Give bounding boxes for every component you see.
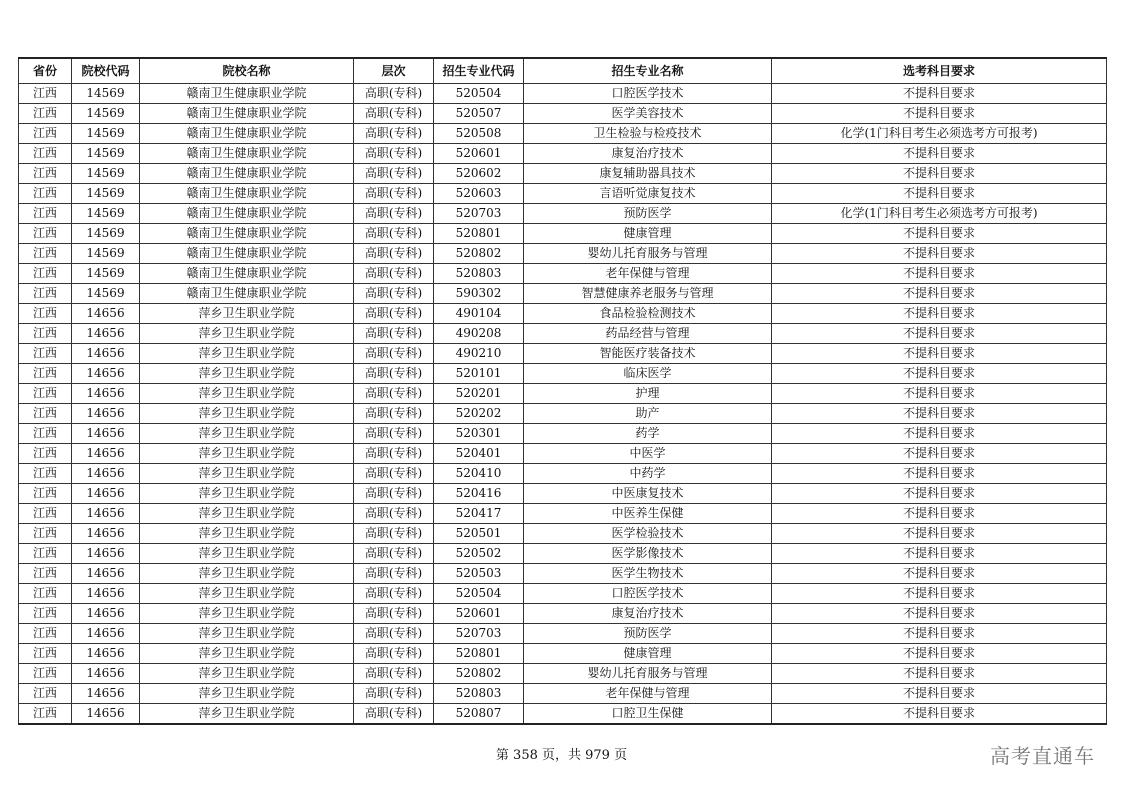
cell-province: 江西 [19,684,72,704]
table-row [19,424,1107,444]
cell-province: 江西 [19,404,72,424]
cell-province: 江西 [19,304,72,324]
cell-major-code: 590302 [434,284,524,304]
cell-province: 江西 [19,344,72,364]
header-subject-requirement: 选考科目要求 [772,58,1107,84]
table-row [19,344,1107,364]
cell-major-name: 预防医学 [524,204,772,224]
cell-major-name: 中医康复技术 [524,484,772,504]
cell-school-name: 萍乡卫生职业学院 [140,484,354,504]
cell-province: 江西 [19,504,72,524]
cell-level: 高职(专科) [354,464,434,484]
cell-level: 高职(专科) [354,144,434,164]
cell-subject-requirement: 不提科目要求 [772,564,1107,584]
cell-major-code: 490210 [434,344,524,364]
cell-school-name: 赣南卫生健康职业学院 [140,144,354,164]
cell-major-code: 520802 [434,244,524,264]
cell-level: 高职(专科) [354,244,434,264]
cell-school-name: 萍乡卫生职业学院 [140,424,354,444]
cell-subject-requirement: 化学(1门科目考生必须选考方可报考) [772,124,1107,144]
cell-school-name: 赣南卫生健康职业学院 [140,164,354,184]
cell-school-code: 14569 [72,104,140,124]
cell-school-name: 萍乡卫生职业学院 [140,684,354,704]
cell-school-name: 萍乡卫生职业学院 [140,384,354,404]
cell-level: 高职(专科) [354,424,434,444]
cell-school-name: 萍乡卫生职业学院 [140,324,354,344]
cell-major-name: 老年保健与管理 [524,264,772,284]
cell-level: 高职(专科) [354,284,434,304]
cell-school-name: 萍乡卫生职业学院 [140,644,354,664]
table-body [19,84,1107,725]
cell-major-code: 520504 [434,584,524,604]
cell-major-name: 健康管理 [524,224,772,244]
cell-subject-requirement: 不提科目要求 [772,664,1107,684]
cell-school-code: 14656 [72,504,140,524]
cell-level: 高职(专科) [354,344,434,364]
cell-province: 江西 [19,644,72,664]
cell-school-code: 14569 [72,264,140,284]
cell-major-code: 520601 [434,144,524,164]
cell-major-code: 520301 [434,424,524,444]
cell-province: 江西 [19,104,72,124]
cell-major-name: 医学生物技术 [524,564,772,584]
cell-province: 江西 [19,444,72,464]
cell-school-code: 14656 [72,404,140,424]
cell-major-code: 520803 [434,684,524,704]
cell-major-code: 520801 [434,224,524,244]
cell-subject-requirement: 不提科目要求 [772,264,1107,284]
cell-subject-requirement: 不提科目要求 [772,364,1107,384]
cell-level: 高职(专科) [354,384,434,404]
cell-level: 高职(专科) [354,84,434,104]
cell-subject-requirement: 不提科目要求 [772,464,1107,484]
cell-school-name: 赣南卫生健康职业学院 [140,84,354,104]
cell-major-name: 中医学 [524,444,772,464]
cell-major-code: 520410 [434,464,524,484]
cell-school-name: 赣南卫生健康职业学院 [140,244,354,264]
cell-province: 江西 [19,144,72,164]
cell-school-code: 14656 [72,444,140,464]
cell-province: 江西 [19,484,72,504]
cell-school-name: 赣南卫生健康职业学院 [140,284,354,304]
table-row [19,484,1107,504]
cell-subject-requirement: 不提科目要求 [772,144,1107,164]
cell-province: 江西 [19,244,72,264]
cell-province: 江西 [19,424,72,444]
cell-level: 高职(专科) [354,604,434,624]
cell-subject-requirement: 不提科目要求 [772,284,1107,304]
table-header-row [19,58,1107,84]
cell-major-code: 520802 [434,664,524,684]
page-number: 第 358 页，共 979 页 [495,748,628,763]
table-row [19,204,1107,224]
cell-major-code: 520417 [434,504,524,524]
cell-subject-requirement: 不提科目要求 [772,244,1107,264]
cell-province: 江西 [19,604,72,624]
cell-level: 高职(专科) [354,504,434,524]
cell-major-code: 520807 [434,704,524,725]
cell-major-code: 520507 [434,104,524,124]
cell-level: 高职(专科) [354,484,434,504]
table-row [19,264,1107,284]
cell-school-name: 赣南卫生健康职业学院 [140,224,354,244]
cell-province: 江西 [19,544,72,564]
cell-major-name: 助产 [524,404,772,424]
cell-level: 高职(专科) [354,684,434,704]
cell-major-code: 520801 [434,644,524,664]
table-row [19,704,1107,725]
cell-major-name: 中医养生保健 [524,504,772,524]
cell-school-name: 萍乡卫生职业学院 [140,624,354,644]
cell-level: 高职(专科) [354,264,434,284]
cell-major-name: 婴幼儿托育服务与管理 [524,244,772,264]
cell-school-code: 14656 [72,364,140,384]
cell-major-code: 520101 [434,364,524,384]
cell-major-name: 中药学 [524,464,772,484]
cell-subject-requirement: 不提科目要求 [772,504,1107,524]
cell-major-name: 老年保健与管理 [524,684,772,704]
cell-school-code: 14569 [72,204,140,224]
cell-school-code: 14656 [72,604,140,624]
cell-subject-requirement: 不提科目要求 [772,644,1107,664]
cell-province: 江西 [19,264,72,284]
cell-school-name: 萍乡卫生职业学院 [140,604,354,624]
table-row [19,564,1107,584]
cell-major-code: 520803 [434,264,524,284]
table-row [19,244,1107,264]
cell-subject-requirement: 不提科目要求 [772,604,1107,624]
cell-major-name: 智慧健康养老服务与管理 [524,284,772,304]
cell-school-name: 赣南卫生健康职业学院 [140,104,354,124]
cell-level: 高职(专科) [354,164,434,184]
cell-school-name: 萍乡卫生职业学院 [140,404,354,424]
cell-school-code: 14656 [72,684,140,704]
table-row [19,84,1107,104]
cell-school-code: 14656 [72,384,140,404]
cell-level: 高职(专科) [354,524,434,544]
table-row [19,604,1107,624]
cell-school-name: 赣南卫生健康职业学院 [140,124,354,144]
cell-major-name: 健康管理 [524,644,772,664]
cell-major-name: 医学影像技术 [524,544,772,564]
cell-major-code: 520504 [434,84,524,104]
cell-major-code: 520703 [434,624,524,644]
cell-school-code: 14656 [72,304,140,324]
cell-school-code: 14656 [72,564,140,584]
cell-subject-requirement: 不提科目要求 [772,444,1107,464]
cell-subject-requirement: 不提科目要求 [772,424,1107,444]
table-row [19,284,1107,304]
cell-school-name: 赣南卫生健康职业学院 [140,184,354,204]
table-row [19,364,1107,384]
cell-province: 江西 [19,564,72,584]
cell-school-name: 萍乡卫生职业学院 [140,664,354,684]
table-row [19,644,1107,664]
cell-province: 江西 [19,624,72,644]
cell-major-name: 康复治疗技术 [524,144,772,164]
cell-subject-requirement: 不提科目要求 [772,704,1107,725]
cell-subject-requirement: 不提科目要求 [772,524,1107,544]
cell-major-code: 490208 [434,324,524,344]
cell-province: 江西 [19,284,72,304]
cell-level: 高职(专科) [354,324,434,344]
cell-province: 江西 [19,584,72,604]
cell-level: 高职(专科) [354,364,434,384]
cell-major-code: 520601 [434,604,524,624]
cell-major-name: 医学美容技术 [524,104,772,124]
cell-province: 江西 [19,384,72,404]
table-row [19,584,1107,604]
cell-school-code: 14569 [72,164,140,184]
cell-major-name: 言语听觉康复技术 [524,184,772,204]
table-row [19,124,1107,144]
table-row [19,444,1107,464]
cell-major-name: 康复治疗技术 [524,604,772,624]
table-row [19,404,1107,424]
cell-school-code: 14656 [72,584,140,604]
cell-school-code: 14656 [72,624,140,644]
cell-province: 江西 [19,464,72,484]
cell-province: 江西 [19,84,72,104]
cell-school-code: 14569 [72,84,140,104]
cell-school-code: 14656 [72,644,140,664]
cell-major-code: 520603 [434,184,524,204]
cell-subject-requirement: 不提科目要求 [772,224,1107,244]
cell-school-name: 赣南卫生健康职业学院 [140,264,354,284]
cell-major-code: 520703 [434,204,524,224]
cell-school-name: 赣南卫生健康职业学院 [140,204,354,224]
cell-province: 江西 [19,124,72,144]
cell-province: 江西 [19,204,72,224]
cell-school-code: 14656 [72,664,140,684]
cell-major-code: 520508 [434,124,524,144]
cell-subject-requirement: 不提科目要求 [772,484,1107,504]
cell-school-code: 14569 [72,184,140,204]
cell-major-name: 口腔卫生保健 [524,704,772,725]
table-row [19,684,1107,704]
cell-level: 高职(专科) [354,664,434,684]
header-province: 省份 [19,58,72,84]
cell-level: 高职(专科) [354,444,434,464]
cell-level: 高职(专科) [354,304,434,324]
cell-level: 高职(专科) [354,564,434,584]
cell-level: 高职(专科) [354,624,434,644]
cell-subject-requirement: 不提科目要求 [772,584,1107,604]
cell-school-code: 14656 [72,464,140,484]
admission-table [18,57,1107,725]
cell-major-name: 预防医学 [524,624,772,644]
table-row [19,504,1107,524]
cell-school-name: 萍乡卫生职业学院 [140,704,354,725]
cell-subject-requirement: 不提科目要求 [772,84,1107,104]
cell-subject-requirement: 不提科目要求 [772,404,1107,424]
cell-major-name: 食品检验检测技术 [524,304,772,324]
cell-school-code: 14656 [72,324,140,344]
cell-province: 江西 [19,704,72,725]
cell-school-name: 萍乡卫生职业学院 [140,464,354,484]
cell-subject-requirement: 化学(1门科目考生必须选考方可报考) [772,204,1107,224]
table-row [19,184,1107,204]
cell-major-name: 婴幼儿托育服务与管理 [524,664,772,684]
cell-major-name: 护理 [524,384,772,404]
cell-subject-requirement: 不提科目要求 [772,624,1107,644]
table-row [19,664,1107,684]
cell-school-code: 14656 [72,704,140,725]
cell-school-code: 14569 [72,244,140,264]
cell-school-name: 萍乡卫生职业学院 [140,344,354,364]
cell-subject-requirement: 不提科目要求 [772,344,1107,364]
cell-major-name: 医学检验技术 [524,524,772,544]
table-row [19,624,1107,644]
cell-province: 江西 [19,164,72,184]
cell-level: 高职(专科) [354,104,434,124]
cell-school-name: 萍乡卫生职业学院 [140,504,354,524]
cell-major-code: 490104 [434,304,524,324]
cell-major-name: 卫生检验与检疫技术 [524,124,772,144]
cell-major-code: 520501 [434,524,524,544]
cell-major-name: 康复辅助器具技术 [524,164,772,184]
cell-major-name: 口腔医学技术 [524,84,772,104]
cell-school-name: 萍乡卫生职业学院 [140,364,354,384]
cell-level: 高职(专科) [354,544,434,564]
cell-subject-requirement: 不提科目要求 [772,324,1107,344]
cell-major-name: 智能医疗装备技术 [524,344,772,364]
cell-level: 高职(专科) [354,204,434,224]
table-row [19,324,1107,344]
cell-major-name: 药品经营与管理 [524,324,772,344]
cell-school-name: 萍乡卫生职业学院 [140,584,354,604]
cell-major-code: 520503 [434,564,524,584]
cell-school-name: 萍乡卫生职业学院 [140,444,354,464]
cell-school-name: 萍乡卫生职业学院 [140,544,354,564]
cell-subject-requirement: 不提科目要求 [772,384,1107,404]
cell-major-name: 口腔医学技术 [524,584,772,604]
table-row [19,144,1107,164]
cell-school-name: 萍乡卫生职业学院 [140,304,354,324]
cell-school-code: 14656 [72,484,140,504]
cell-school-name: 萍乡卫生职业学院 [140,524,354,544]
cell-school-code: 14569 [72,224,140,244]
table-row [19,524,1107,544]
cell-level: 高职(专科) [354,704,434,725]
header-major-name: 招生专业名称 [524,58,772,84]
cell-province: 江西 [19,184,72,204]
cell-subject-requirement: 不提科目要求 [772,304,1107,324]
cell-subject-requirement: 不提科目要求 [772,104,1107,124]
header-level: 层次 [354,58,434,84]
cell-level: 高职(专科) [354,124,434,144]
cell-level: 高职(专科) [354,184,434,204]
watermark-logo: 高考直通车 [990,744,1095,768]
cell-level: 高职(专科) [354,224,434,244]
cell-major-name: 药学 [524,424,772,444]
cell-major-code: 520401 [434,444,524,464]
cell-province: 江西 [19,364,72,384]
cell-school-code: 14569 [72,124,140,144]
table-row [19,384,1107,404]
cell-province: 江西 [19,524,72,544]
cell-subject-requirement: 不提科目要求 [772,164,1107,184]
cell-level: 高职(专科) [354,644,434,664]
header-school-name: 院校名称 [140,58,354,84]
cell-major-code: 520416 [434,484,524,504]
table-row [19,104,1107,124]
cell-major-code: 520602 [434,164,524,184]
table-row [19,304,1107,324]
cell-province: 江西 [19,664,72,684]
cell-level: 高职(专科) [354,404,434,424]
cell-subject-requirement: 不提科目要求 [772,684,1107,704]
cell-subject-requirement: 不提科目要求 [772,544,1107,564]
table-row [19,544,1107,564]
cell-province: 江西 [19,224,72,244]
cell-major-code: 520202 [434,404,524,424]
table-row [19,464,1107,484]
cell-school-name: 萍乡卫生职业学院 [140,564,354,584]
cell-major-code: 520502 [434,544,524,564]
cell-level: 高职(专科) [354,584,434,604]
cell-school-code: 14569 [72,284,140,304]
header-major-code: 招生专业代码 [434,58,524,84]
table-row [19,224,1107,244]
cell-subject-requirement: 不提科目要求 [772,184,1107,204]
cell-school-code: 14656 [72,524,140,544]
cell-major-code: 520201 [434,384,524,404]
cell-school-code: 14656 [72,344,140,364]
cell-major-name: 临床医学 [524,364,772,384]
table-row [19,164,1107,184]
header-school-code: 院校代码 [72,58,140,84]
cell-school-code: 14656 [72,544,140,564]
cell-province: 江西 [19,324,72,344]
cell-school-code: 14656 [72,424,140,444]
cell-school-code: 14569 [72,144,140,164]
